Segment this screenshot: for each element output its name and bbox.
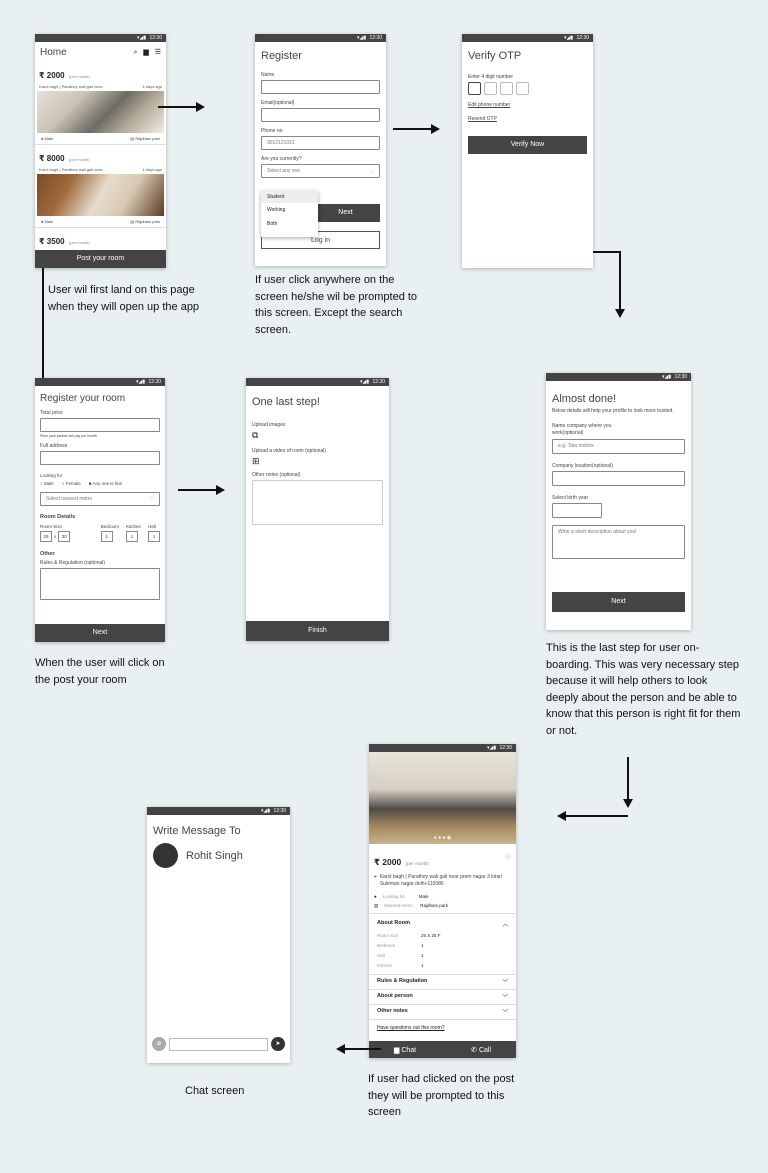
dropdown-option[interactable]: Working — [267, 207, 286, 213]
room-width-input[interactable]: 25 — [40, 531, 52, 542]
hall-input[interactable]: 1 — [148, 531, 160, 542]
chevron-down-icon: ﹀ — [502, 980, 508, 986]
location-pin-icon: ⌖ — [374, 874, 377, 880]
otp-digit-input[interactable] — [516, 82, 529, 95]
name-field[interactable] — [261, 80, 380, 94]
flow-arrow — [345, 1048, 381, 1050]
rules-textarea[interactable] — [40, 568, 160, 600]
dropdown-option[interactable]: Student — [261, 191, 318, 203]
home-screen — [35, 34, 166, 268]
dropdown-option[interactable]: Both — [267, 221, 278, 227]
next-button[interactable]: Next — [261, 204, 380, 222]
company-input[interactable]: e.g. Tata motors — [552, 439, 685, 454]
bedroom-input[interactable]: 1 — [101, 531, 113, 542]
resend-otp-link[interactable]: Resend OTP — [468, 116, 497, 122]
chevron-down-icon: ﹀ — [148, 497, 154, 503]
flow-arrow-head — [615, 309, 625, 318]
flow-arrow-head — [196, 102, 205, 112]
description-textarea[interactable]: Write a short description about you! — [552, 525, 685, 559]
flow-arrow-head — [623, 799, 633, 808]
send-icon[interactable]: ➤ — [271, 1037, 285, 1051]
chat-screen — [147, 807, 290, 1063]
finish-button[interactable]: Finish — [246, 621, 389, 641]
status-bar: ▾◢▮ 12:30 — [246, 378, 389, 386]
menu-icon[interactable]: ☰ — [154, 49, 161, 56]
flow-arrow-head — [336, 1044, 345, 1054]
metro-select[interactable]: Select nearest metro ﹀ — [40, 492, 160, 506]
about-person-section[interactable]: About person ﹀ — [369, 989, 516, 1004]
room-photo — [37, 91, 164, 133]
otp-digit-input[interactable] — [468, 82, 481, 95]
about-room-section[interactable]: About Room ︿ — [377, 920, 508, 928]
edit-phone-link[interactable]: Edit phone number — [468, 102, 511, 108]
flow-arrow-head — [557, 811, 566, 821]
flow-arrow-head — [431, 124, 440, 134]
room-length-input[interactable]: 30 — [58, 531, 70, 542]
status-bar: ▾◢▮ 12:30 — [546, 373, 691, 381]
flow-line — [627, 757, 629, 799]
chevron-down-icon: ﹀ — [502, 1010, 508, 1016]
otp-digit-input[interactable] — [500, 82, 513, 95]
listing-card[interactable]: ₹ 8000 (per month) Karol bagh | Parathey wali gali near... 4 days ago ● Male ▤ Rajdhani park — [35, 145, 166, 228]
last-step-screen: ▾◢▮ 12:30 One last step! Upload images ⧉ Upload a video of room (optional) ⊞ Other notes (optional) Finish — [246, 378, 389, 641]
register-screen: ▾◢▮ 12:30 Register Name Email(optional) Phone no. 9012121021 Are you currently? Select any one ︿ Next Log in Student Working Both — [255, 34, 386, 266]
chat-icon: ▆ — [394, 1046, 400, 1054]
flow-arrow-head — [216, 485, 225, 495]
room-detail-screen: ▾◢▮ 12:30 ● ● ● ◉ ₹ 2000 (per month) ⓘ ⌖ Karol bagh | Parathey wali gali near prem nagar 3 kirari Suleman nagar delhi-110086 ● Looking for Male ▤ Nearest metro Rajdhani park About Room ︿ Room size 25 X 25 F Bedroom 1 Hall 1 Kitchen 1 Rules & Regulation ﹀ About person ﹀ Other notes ﹀ Have questions out this room? ▆ Chat ✆ Call — [369, 744, 516, 1058]
page-title: Verify OTP — [468, 50, 522, 62]
search-icon[interactable]: ⌕ — [133, 49, 138, 56]
page-title: Register your room — [40, 393, 126, 404]
email-field[interactable] — [261, 108, 380, 122]
caption-detail: If user had clicked on the post they will be prompted to this screen — [368, 1073, 515, 1118]
chat-button[interactable]: ▆ Chat — [394, 1046, 417, 1054]
chat-icon[interactable]: ▆ — [143, 49, 149, 56]
company-location-input[interactable] — [552, 471, 685, 486]
upload-video-icon[interactable]: ⊞ — [252, 456, 260, 466]
metro-icon: ▤ — [130, 136, 135, 141]
flow-arrow — [619, 251, 621, 309]
caption-register: If user click anywhere on the screen he/she wil be prompted to this screen. Except the search screen. — [255, 274, 418, 336]
call-button[interactable]: ✆ Call — [471, 1046, 491, 1054]
next-button[interactable]: Next — [552, 592, 685, 612]
status-bar: ▾◢▮ 12:30 — [369, 744, 516, 752]
status-bar: ▾◢▮ 12:30 — [35, 34, 166, 42]
otp-screen: ▾◢▮ 12:30 Verify OTP Enter 4 digit number Edit phone number Resend OTP Verify Now — [462, 34, 593, 268]
notes-textarea[interactable] — [252, 480, 383, 525]
page-title: Register — [261, 50, 302, 62]
person-icon: ● — [41, 136, 44, 141]
status-bar: ▾◢▮ 12:30 — [147, 807, 290, 815]
other-notes-section[interactable]: Other notes ﹀ — [369, 1004, 516, 1020]
status-bar: ▾◢▮ 12:30 — [462, 34, 593, 42]
flow-arrow — [178, 489, 216, 491]
login-button[interactable]: Log in — [261, 231, 380, 249]
chevron-up-icon: ︿ — [502, 922, 508, 928]
listing-card[interactable]: ₹ 3500 (per month) — [39, 237, 90, 246]
occupation-dropdown — [261, 191, 318, 237]
person-icon: ● — [374, 894, 377, 899]
flow-arrow — [158, 106, 196, 108]
attachment-icon[interactable]: ⌀ — [152, 1037, 166, 1051]
caption-almost: This is the last step for user on-boarding. This was very necessary step because it will help others to look deeply about the person and be able to know that this person is right fit for them or not. — [546, 642, 741, 737]
page-title: One last step! — [252, 396, 320, 408]
chevron-down-icon: ﹀ — [502, 995, 508, 1001]
listing-card[interactable]: ₹ 2000 (per month) Karol bagh | Parathey wali gali near... 4 days ago ● Male ▤ Rajdhani park — [35, 62, 166, 145]
questions-link[interactable]: Have questions out this room? — [377, 1025, 445, 1031]
avatar — [153, 843, 178, 868]
carousel-dots[interactable]: ● ● ● ◉ — [433, 835, 452, 841]
total-price-input[interactable] — [40, 418, 160, 432]
flow-arrow — [393, 128, 431, 130]
address-input[interactable] — [40, 451, 160, 465]
page-title: Write Message To — [153, 825, 241, 837]
verify-button[interactable]: Verify Now — [468, 136, 587, 154]
metro-icon: ▤ — [130, 219, 135, 224]
post-room-screen: ▾◢▮ 12:30 Register your room Total price Price your partner will pay per month Full address Looking for ○ Male ○ Female ■ Any one is fine Select nearest metro ﹀ Room Details Room Size 25 x 30 Bedroom 1 Kitchen 1 Hall 1 Other Rules & Regulation (optional) Next — [35, 378, 165, 642]
radio-any[interactable]: ■ Any one is fine — [88, 481, 122, 486]
almost-done-screen: ▾◢▮ 12:30 Almost done! Below details will help your profile to look more trusted. Name company where you work(optional) e.g. Tata motors Company location(optional) Select birth year Write a short description about you! Next — [546, 373, 691, 630]
flow-arrow — [566, 815, 628, 817]
page-title: Home — [40, 47, 67, 58]
metro-icon: ▤ — [374, 903, 379, 908]
kitchen-input[interactable]: 1 — [126, 531, 138, 542]
next-button[interactable]: Next — [35, 624, 165, 642]
flow-line — [593, 251, 621, 253]
birth-year-select[interactable] — [552, 503, 602, 518]
occupation-select[interactable]: Select any one ︿ — [261, 164, 380, 178]
chevron-up-icon: ︿ — [368, 169, 374, 175]
room-photo — [37, 174, 164, 216]
room-photo — [369, 752, 516, 844]
upload-image-icon[interactable]: ⧉ — [252, 430, 259, 440]
radio-female[interactable]: ○ Female — [61, 481, 81, 486]
flow-line — [42, 268, 44, 378]
otp-digit-input[interactable] — [484, 82, 497, 95]
phone-icon: ✆ — [471, 1046, 477, 1054]
caption-chat: Chat screen — [185, 1085, 245, 1097]
phone-field[interactable]: 9012121021 — [261, 136, 380, 150]
person-icon: ● — [41, 219, 44, 224]
status-bar: ▾◢▮ 12:30 — [35, 378, 165, 386]
status-bar: ▾◢▮ 12:30 — [255, 34, 386, 42]
info-icon[interactable]: ⓘ — [504, 855, 511, 861]
post-room-button[interactable]: Post your room — [35, 250, 166, 268]
radio-male[interactable]: ○ Male — [40, 481, 54, 486]
rules-section[interactable]: Rules & Regulation ﹀ — [369, 974, 516, 989]
caption-home: User wil first land on this page when they will open up the app — [48, 284, 200, 313]
recipient-name: Rohit Singh — [186, 849, 243, 862]
caption-post: When the user will click on the post your room — [35, 657, 165, 686]
message-input[interactable] — [169, 1038, 268, 1051]
page-title: Almost done! — [552, 393, 617, 405]
